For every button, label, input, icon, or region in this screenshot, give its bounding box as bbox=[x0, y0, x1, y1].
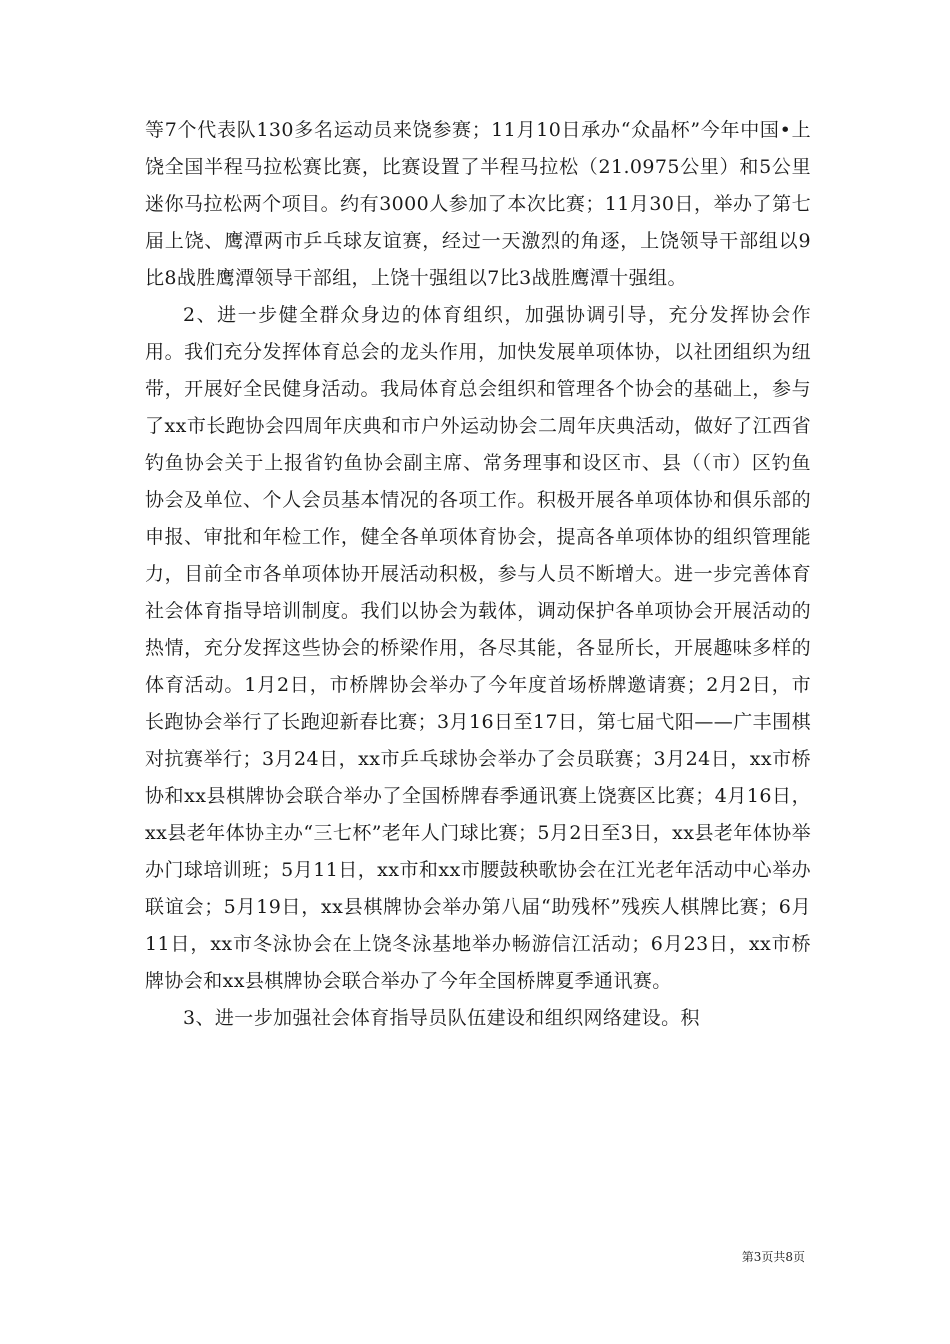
paragraph-2: 2、进一步健全群众身边的体育组织，加强协调引导，充分发挥协会作用。我们充分发挥体育总会的龙头作用，加快发展单项体协，以社团组织为纽带，开展好全民健身活动。我局体育总会组织和管理各个协会的基础上，参与了xx市长跑协会四周年庆典和市户外运动协会二周年庆典活动，做好了江西省钓鱼协会关于上报省钓鱼协会副主席、常务理事和设区市、县（（市）区钓鱼协会及单位、个人会员基本情况的各项工作。积极开展各单项体协和俱乐部的申报、审批和年检工作，健全各单项体育协会，提高各单项体协的组织管理能力，目前全市各单项体协开展活动积极，参与人员不断增大。进一步完善体育社会体育指导培训制度。我们以协会为载体，调动保护各单项协会开展活动的热情，充分发挥这些协会的桥梁作用，各尽其能，各显所长，开展趣味多样的体育活动。1月2日，市桥牌协会举办了今年度首场桥牌邀请赛；2月2日，市长跑协会举行了长跑迎新春比赛；3月16日至17日，第七届弋阳——广丰围棋对抗赛举行；3月24日，xx市乒乓球协会举办了会员联赛；3月24日，xx市桥协和xx县棋牌协会联合举办了全国桥牌春季通讯赛上饶赛区比赛；4月16日，xx县老年体协主办“三七杯”老年人门球比赛；5月2日至3日，xx县老年体协举办门球培训班；5月11日，xx市和xx市腰鼓秧歌协会在江光老年活动中心举办联谊会；5月19日，xx县棋牌协会举办第八届“助残杯”残疾人棋牌比赛；6月11日，xx市冬泳协会在上饶冬泳基地举办畅游信江活动；6月23日，xx市桥牌协会和xx县棋牌协会联合举办了今年全国桥牌夏季通讯赛。 bbox=[145, 304, 811, 992]
page-number-footer: 第3页共8页 bbox=[741, 1250, 805, 1264]
paragraph-1: 等7个代表队130多名运动员来饶参赛；11月10日承办“众晶杯”今年中国•上饶全国半程马拉松赛比赛，比赛设置了半程马拉松（21.0975公里）和5公里迷你马拉松两个项目。约有3000人参加了本次比赛；11月30日，举办了第七届上饶、鹰潭两市乒乓球友谊赛，经过一天激烈的角逐，上饶领导干部组以9比8战胜鹰潭领导干部组，上饶十强组以7比3战胜鹰潭十强组。 bbox=[145, 119, 811, 289]
document-body bbox=[145, 112, 811, 1037]
paragraph-3: 3、进一步加强社会体育指导员队伍建设和组织网络建设。积 bbox=[183, 1007, 700, 1029]
